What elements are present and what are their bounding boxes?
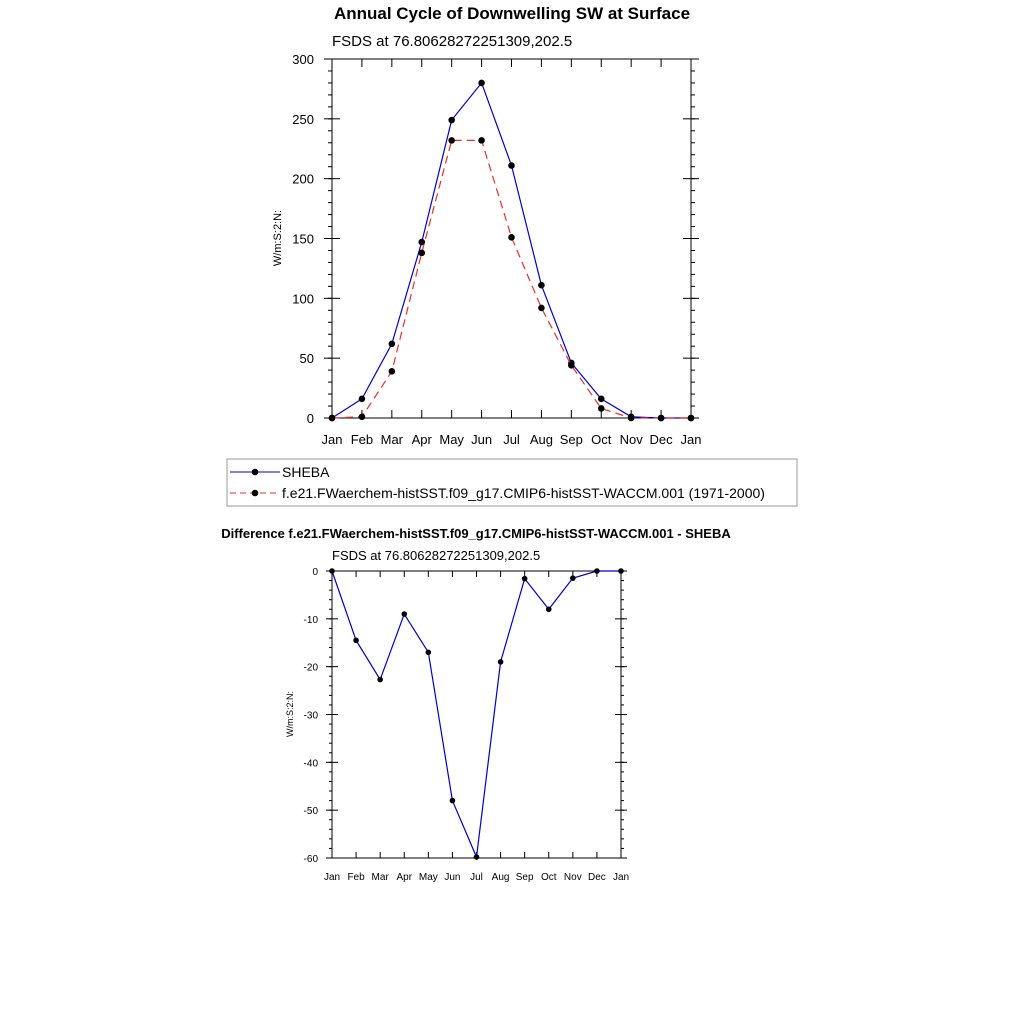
y-tick-label: 250 — [292, 111, 314, 127]
y-tick-label: -50 — [303, 806, 318, 818]
top-plot-area — [292, 52, 701, 447]
x-tick-label: Nov — [619, 432, 643, 447]
y-tick-label: -60 — [303, 854, 318, 865]
top-chart-ylabel: W/m:S:2:N: — [272, 209, 284, 267]
data-point — [478, 80, 485, 87]
data-point — [546, 606, 552, 612]
x-tick-label: Jul — [470, 872, 483, 883]
x-tick-label: Oct — [591, 432, 612, 447]
data-point — [359, 414, 366, 421]
y-tick-label: 150 — [292, 231, 314, 247]
data-point — [594, 568, 600, 574]
data-point — [377, 677, 383, 683]
top-chart-subtitle: FSDS at 76.80628272251309,202.5 — [332, 33, 573, 50]
data-point — [418, 250, 425, 257]
data-point — [448, 137, 455, 144]
data-point — [401, 611, 407, 617]
y-tick-label: 200 — [292, 171, 314, 187]
y-tick-label: 0 — [312, 567, 318, 578]
x-tick-label: Jan — [612, 872, 630, 883]
data-point — [598, 396, 605, 403]
x-tick-label: Oct — [540, 872, 557, 883]
legend-label-model: f.e21.FWaerchem-histSST.f09_g17.CMIP6-histSST-WACCM.001 (1971-2000) — [282, 485, 765, 501]
x-tick-label: Apr — [396, 872, 413, 883]
x-tick-label: Jun — [444, 872, 461, 883]
x-tick-label: Jan — [323, 872, 341, 883]
data-point — [450, 798, 456, 804]
data-point — [389, 368, 396, 375]
bottom-chart-subtitle: FSDS at 76.80628272251309,202.5 — [332, 548, 541, 563]
data-point — [628, 415, 635, 422]
data-point — [538, 305, 545, 312]
data-point — [688, 415, 695, 422]
legend-marker-sheba — [252, 469, 259, 476]
y-tick-label: 300 — [292, 52, 314, 67]
data-point — [570, 575, 576, 581]
x-tick-label: Jun — [471, 432, 493, 447]
x-tick-label: Jul — [503, 432, 520, 447]
plot-frame — [332, 571, 621, 858]
x-tick-label: Aug — [529, 432, 553, 447]
data-point — [478, 137, 485, 144]
y-tick-label: -10 — [303, 614, 318, 626]
y-tick-label: 0 — [306, 411, 314, 426]
data-point — [498, 659, 504, 665]
x-tick-label: Dec — [649, 432, 673, 447]
x-tick-label: Mar — [371, 872, 389, 883]
x-tick-label: Jan — [321, 432, 343, 447]
bottom-plot-area — [304, 567, 630, 883]
top-chart-title: Annual Cycle of Downwelling SW at Surface — [333, 4, 691, 23]
x-tick-label: Feb — [350, 432, 374, 447]
y-tick-label: -30 — [303, 710, 318, 722]
data-point — [508, 234, 515, 241]
series-line-1 — [332, 140, 691, 418]
x-tick-label: May — [418, 872, 438, 883]
x-tick-label: Apr — [411, 432, 432, 447]
data-point — [522, 576, 528, 582]
x-tick-label: Nov — [563, 872, 582, 883]
data-point — [568, 362, 575, 369]
y-tick-label: 50 — [299, 351, 314, 367]
x-tick-label: Feb — [347, 872, 365, 883]
data-point — [353, 638, 359, 644]
data-point — [448, 117, 455, 124]
x-tick-label: Dec — [588, 872, 606, 883]
y-tick-label: -40 — [303, 758, 318, 770]
y-tick-label: 100 — [292, 291, 314, 307]
legend — [227, 459, 797, 506]
data-point — [426, 650, 432, 656]
y-tick-label: -20 — [303, 662, 318, 674]
data-point — [474, 854, 480, 860]
legend-marker-model — [252, 490, 259, 497]
data-point — [359, 396, 366, 403]
x-tick-label: Mar — [380, 432, 404, 447]
legend-label-sheba: SHEBA — [282, 464, 330, 480]
series-line-0 — [332, 83, 691, 418]
data-point — [618, 568, 624, 574]
x-tick-label: May — [439, 432, 464, 447]
bottom-chart-title: Difference f.e21.FWaerchem-histSST.f09_g17.CMIP6-histSST-WACCM.001 - SHEBA — [221, 526, 731, 541]
data-point — [658, 415, 665, 422]
series-line-0 — [332, 571, 621, 857]
data-point — [538, 282, 545, 289]
bottom-chart-ylabel: W/m:S:2:N: — [285, 690, 295, 738]
x-tick-label: Jan — [680, 432, 702, 447]
data-point — [389, 341, 396, 348]
x-tick-label: Sep — [515, 872, 534, 883]
data-point — [329, 568, 335, 574]
data-point — [598, 405, 605, 412]
data-point — [329, 415, 336, 422]
x-tick-label: Sep — [559, 432, 583, 447]
data-point — [508, 162, 515, 169]
x-tick-label: Aug — [491, 872, 510, 883]
